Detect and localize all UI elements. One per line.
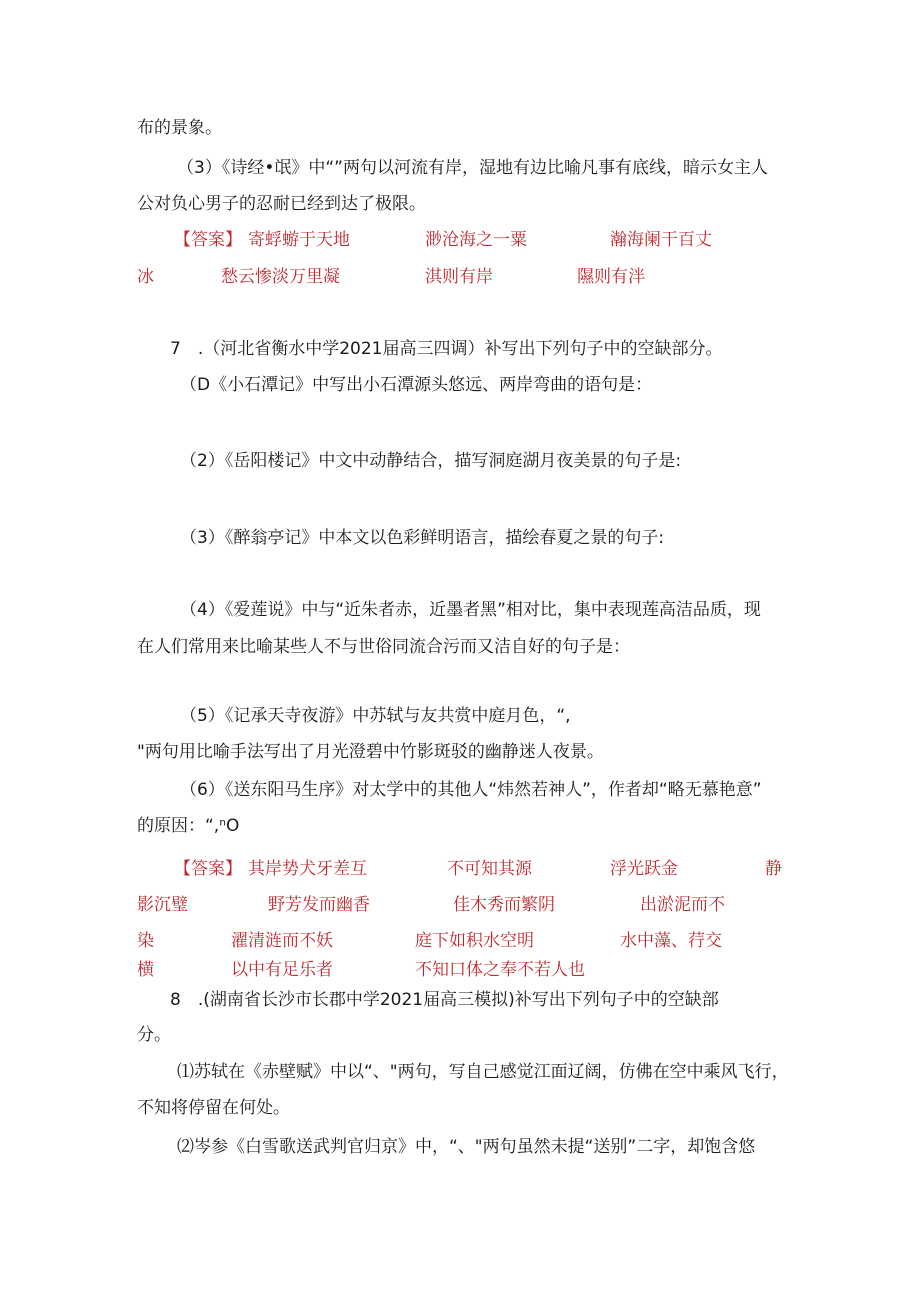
answer-label: 【答案】 [174,859,242,879]
q3-prompt-line1: （3）《诗经•氓》中“”两句以河流有岸，湿地有边比喻凡事有底线，暗示女主人 [177,158,768,178]
q7-item-6-line1: （6）《送东阳马生序》对太学中的其他人“炜然若神人”，作者却“略无慕艳意” [180,780,762,800]
q7-item-4-line1: （4）《爱莲说》中与“近朱者赤，近墨者黑”相对比，集中表现莲高洁品质，现 [180,600,761,620]
q8-item-1-line1: ⑴苏轼在《赤壁赋》中以“、"两句，写自己感觉江面辽阔，仿佛在空中乘风飞行， [177,1062,789,1082]
answer-item: 冰 [137,267,154,287]
q8-item-2-line1: ⑵岑参《白雪歌送武判官归京》中，“、"两句虽然未提“送别”二字，却饱含悠 [177,1137,756,1157]
answer-item: 瀚海阑干百丈 [610,230,712,250]
answer-item: 水中藻、荇交 [620,931,722,951]
answer-item: 淇则有岸 [425,267,493,287]
q7-item-3: （3）《醉翁亭记》中本文以色彩鲜明语言，描绘春夏之景的句子: [180,528,665,548]
answer-item: 横 [137,960,154,980]
answer-item: 静 [765,859,782,879]
q8-item-1-line2: 不知将停留在何处。 [137,1098,290,1118]
q8-title-line1: 8 .(湖南省长沙市长郡中学2021届高三模拟)补写出下列句子中的空缺部 [170,990,719,1010]
q7-title: 7 .（河北省衡水中学2021届高三四调）补写出下列句子中的空缺部分。 [170,339,723,359]
q3-prompt-line2: 公对负心男子的忍耐已经到达了极限。 [137,194,426,214]
answer-item: 出淤泥而不 [640,895,725,915]
answer-item: 隰则有泮 [577,267,645,287]
answer-item: 野芳发而幽香 [268,895,370,915]
answer-item: 其岸势犬牙差互 [248,859,367,879]
q7-item-4-line2: 在人们常用来比喻某些人不与世俗同流合污而又洁自好的句子是： [137,637,630,657]
answer-item: 濯清涟而不妖 [231,931,333,951]
answer-item: 以中有足乐者 [231,960,333,980]
q7-item-5-line1: （5）《记承天寺夜游》中苏轼与友共赏中庭月色，“, [180,706,571,726]
answer-item: 庭下如积水空明 [415,931,534,951]
answer-item: 愁云惨淡万里凝 [221,267,340,287]
q8-title-line2: 分。 [137,1025,171,1045]
prev-line: 布的景象。 [137,118,222,138]
answer-item: 不知口体之奉不若人也 [415,960,585,980]
answer-item: 不可知其源 [447,859,532,879]
answer-item: 浮光跃金 [610,859,678,879]
answer-item: 寄蜉蝣于天地 [248,230,350,250]
answer-item: 佳木秀而繁阴 [453,895,555,915]
q7-item-1: （D《小石潭记》中写出小石潭源头悠远、两岸弯曲的语句是： [180,375,653,395]
q7-item-2: （2）《岳阳楼记》中文中动静结合，描写洞庭湖月夜美景的句子是: [180,451,682,471]
q7-item-5-line2: "两句用比喻手法写出了月光澄碧中竹影斑驳的幽静迷人夜景。 [137,742,604,762]
answer-label: 【答案】 [174,230,242,250]
answer-item: 影沉璧 [137,895,188,915]
answer-item: 染 [137,931,154,951]
answer-item: 渺沧海之一粟 [425,230,527,250]
q7-item-6-line2: 的原因：“,ⁿO [137,816,240,836]
